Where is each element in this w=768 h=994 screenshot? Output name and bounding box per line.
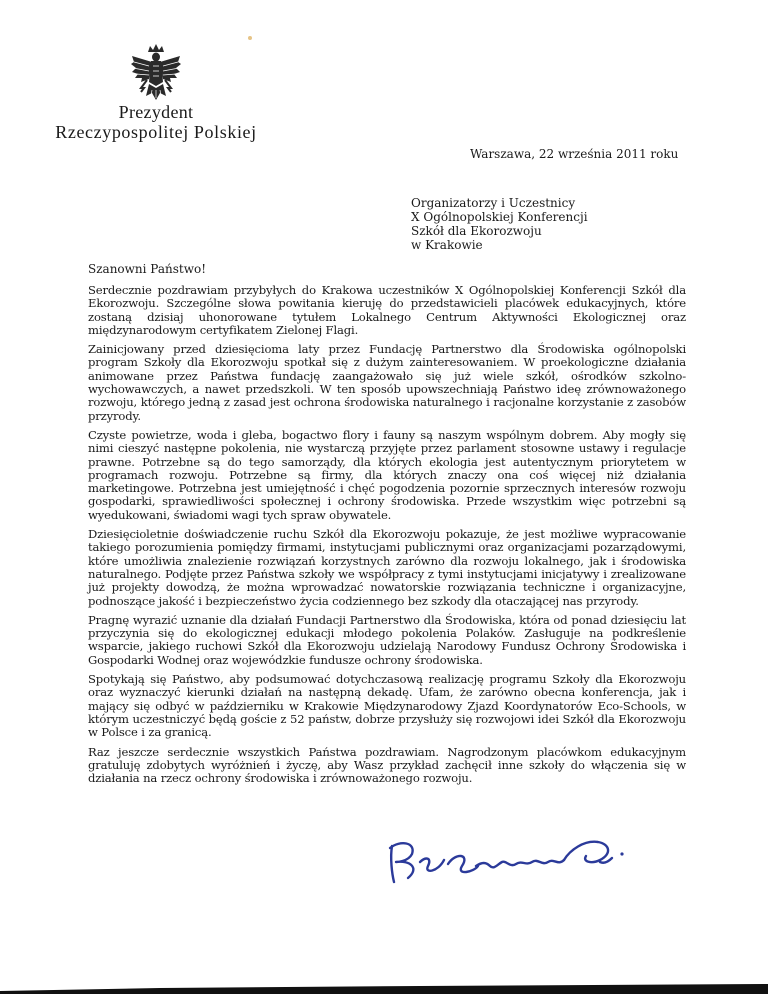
place-and-date: Warszawa, 22 września 2011 roku [470,147,679,161]
body-paragraph: Pragnę wyrazić uznanie dla działań Fundacji Partnerstwo dla Środowiska, która od ponad dziesięciu lat przyczynia się do ekologicznej edukacji młodego pokolenia Polaków. Zasługuje na podkreślenie wsparcie, jakiego ruchowi Szkół dla Ekorozwoju udzielają Narodowy Fundusz Ochrony Środowiska i Gospodarki Wodnej oraz wojewódzkie fundusze ochrony środowiska. [88,612,686,667]
salutation: Szanowni Państwo! [88,262,207,276]
letter-body [88,284,686,791]
handwritten-signature-icon [386,832,636,888]
body-paragraph: Zainicjowany przed dziesięcioma laty przez Fundację Partnerstwo dla Środowiska ogólnopolski program Szkoły dla Ekorozwoju spotkał się z dużym zainteresowaniem. W proekologiczne działania animowane przez Państwa fundację zaangażowało się już wiele szkół, ośrodków szkolno-wychowawczych, a nawet przedszkoli. W ten sposób upowszechniają Państwo ideę zrównoważonego rozwoju, którego jedną z zasad jest ochrona środowiska naturalnego i racjonalne korzystanie z zasobów przyrody. [88,342,686,423]
letterhead-subtitle: Rzeczypospolitej Polskiej [55,122,257,142]
body-paragraph: Spotykają się Państwo, aby podsumować dotychczasową realizację programu Szkoły dla Ekorozwoju oraz wyznaczyć kierunki działań na następną dekadę. Ufam, że zarówno obecna konferencja, jak i mający się odbyć w październiku w Krakowie Międzynarodowy Zjazd Koordynatorów Eco-Schools, w którym uczestniczyć będą goście z 52 państw, dobrze przysłuży się rozwojowi idei Szkół dla Ekorozwoju w Polsce i za granicą. [88,672,686,740]
paper-speck [248,36,252,40]
body-paragraph: Dziesięcioletnie doświadczenie ruchu Szkół dla Ekorozwoju pokazuje, że jest możliwe wypracowanie takiego porozumienia pomiędzy firmami, instytucjami publicznymi oraz organizacjami pozarządowymi, które umożliwia znalezienie rozwiązań korzystnych zarówno dla rozwoju lokalnego, jak i środowiska naturalnego. Podjęte przez Państwa szkoły we współpracy z tymi instytucjami inicjatywy i zrealizowane już projekty dowodzą, że można wprowadzać nowatorskie rozwiązania techniczne i organizacyjne, podnoszące jakość i bezpieczeństwo życia codziennego bez szkody dla otaczającej nas przyrody. [88,527,686,608]
recipient-line: Organizatorzy i Uczestnicy [411,196,576,210]
letterhead-title: Prezydent [118,102,194,122]
recipient-line: w Krakowie [411,238,483,252]
body-paragraph: Czyste powietrze, woda i gleba, bogactwo flory i fauny są naszym wspólnym dobrem. Aby mogły się nimi cieszyć następne pokolenia, nie wystarczą przyjęte przez parlament stosowne ustawy i regulacje prawne. Potrzebne są do tego samorządy, dla których ekologia jest autentycznym priorytetem w programach rozwoju. Potrzebne są firmy, dla których znaczy ona coś więcej niż działania marketingowe. Potrzebna jest umiejętność i chęć pogodzenia pozornie sprzecznych interesów rozwoju gospodarki, sprawiedliwości społecznej i ochrony środowiska. Przede wszystkim więc potrzebni są wyedukowani, świadomi wagi tych spraw obywatele. [88,427,686,522]
body-paragraph: Serdecznie pozdrawiam przybyłych do Krakowa uczestników X Ogólnopolskiej Konferencji Szkół dla Ekorozwoju. Szczególne słowa powitania kieruję do przedstawicieli placówek edukacyjnych, które zostaną dzisiaj uhonorowane tytułem Lokalnego Centrum Aktywności Ekologicznej oraz międzynarodowym certyfikatem Zielonej Flagi. [88,283,686,337]
recipient-block [411,196,588,252]
white-eagle-emblem-icon [129,44,183,104]
body-paragraph: Raz jeszcze serdecznie wszystkich Państwa pozdrawiam. Nagrodzonym placówkom edukacyjnym gratuluję zdobytych wyróżnień i życzę, aby Wasz przykład zachęcił inne szkoły do włączenia się w działania na rzecz ochrony środowiska i zrównoważonego rozwoju. [88,744,686,786]
recipient-line: X Ogólnopolskiej Konferencji [411,210,588,224]
bottom-scan-edge [0,982,768,994]
recipient-line: Szkół dla Ekorozwoju [411,224,542,238]
